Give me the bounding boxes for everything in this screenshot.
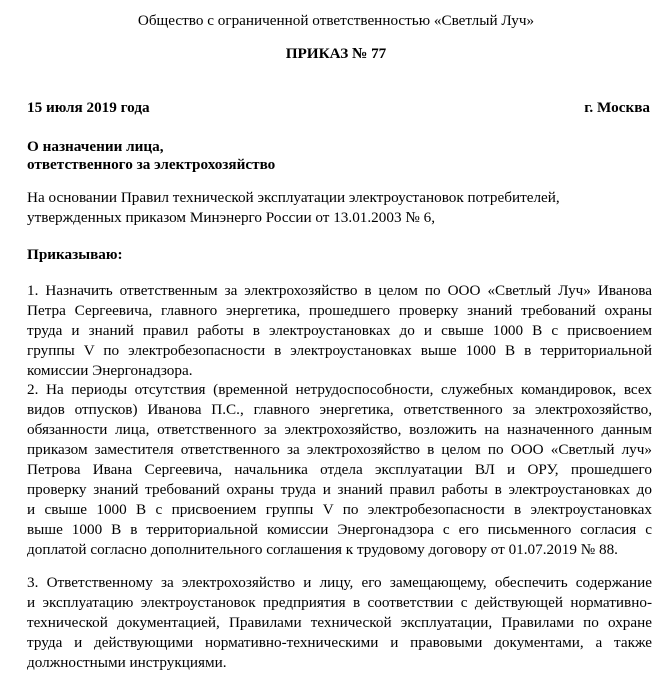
- paragraph-line: комиссии Энергонадзора.: [27, 362, 193, 379]
- order-subject: [27, 138, 275, 174]
- subject-line: ответственного за электрохозяйство: [27, 156, 276, 173]
- subject-line: О назначении лица,: [27, 138, 164, 155]
- paragraph-1: [27, 281, 652, 381]
- paragraph-line: видов отпусков) Иванова П.С., главного энергетика, ответственного за электрохозяйство,: [27, 401, 652, 418]
- paragraph-line: труда и знаний правил работы в электроустановках до и свыше 1000 В с присвоением: [27, 322, 652, 339]
- order-title: ПРИКАЗ № 77: [285, 45, 387, 62]
- date-city-row: [27, 98, 650, 118]
- order-date: 15 июля 2019 года: [27, 99, 150, 116]
- basis-line: На основании Правил технической эксплуатации электроустановок потребителей,: [27, 189, 560, 206]
- basis-line: утвержденных приказом Минэнерго России от 13.01.2003 № 6,: [27, 209, 436, 226]
- paragraph-line: и эксплуатацию электроустановок предприятия в соответствии с действующей нормативно-: [27, 594, 652, 611]
- paragraph-3: [27, 573, 652, 673]
- paragraph-line: группы V по электробезопасности в электроустановках выше 1000 В в территориальной: [27, 342, 652, 359]
- paragraph-line: выше 1000 В в территориальной комиссии Энергонадзора с его письменного согласия с: [27, 521, 652, 538]
- paragraph-line: и свыше 1000 В с присвоением группы V по электробезопасности в электроустановках: [27, 501, 652, 518]
- paragraph-line: труда и действующими нормативно-техническими и правовыми документами, а также: [27, 634, 652, 651]
- paragraph-line: должностными инструкциями.: [27, 654, 227, 671]
- paragraph-line: технической документацией, Правилами технической эксплуатации, Правилами по охране: [27, 614, 652, 631]
- order-basis: [27, 188, 560, 228]
- paragraph-line: обязанности лица, ответственного за электрохозяйство, возложить на назначенного данным: [27, 421, 652, 438]
- organization-name: Общество с ограниченной ответственностью «Светлый Луч»: [137, 12, 535, 29]
- order-city: г. Москва: [584, 99, 650, 116]
- paragraph-line: приказом заместителя ответственного за электрохозяйство в целом по ООО «Светлый луч»: [27, 441, 652, 458]
- paragraph-line: Петрова Ивана Сергеевича, начальника отдела эксплуатации ВЛ и ОРУ, прошедшего: [27, 461, 652, 478]
- paragraph-line: 1. Назначить ответственным за электрохозяйство в целом по ООО «Светлый Луч» Иванова: [27, 282, 652, 299]
- paragraph-line: 2. На периоды отсутствия (временной нетрудоспособности, служебных командировок, всех: [27, 381, 652, 398]
- order-heading: Приказываю:: [27, 246, 123, 263]
- paragraph-2: [27, 380, 652, 560]
- paragraph-line: доплатой согласно дополнительного соглашения к трудовому договору от 01.07.2019 № 88.: [27, 541, 618, 558]
- paragraph-line: проверку знаний требований охраны труда и знаний правил работы в электроустановках до: [27, 481, 652, 498]
- paragraph-line: Петра Сергеевича, главного энергетика, прошедшего проверку знаний требований охраны: [27, 302, 652, 319]
- paragraph-line: 3. Ответственному за электрохозяйство и лицу, его замещающему, обеспечить содержание: [27, 574, 652, 591]
